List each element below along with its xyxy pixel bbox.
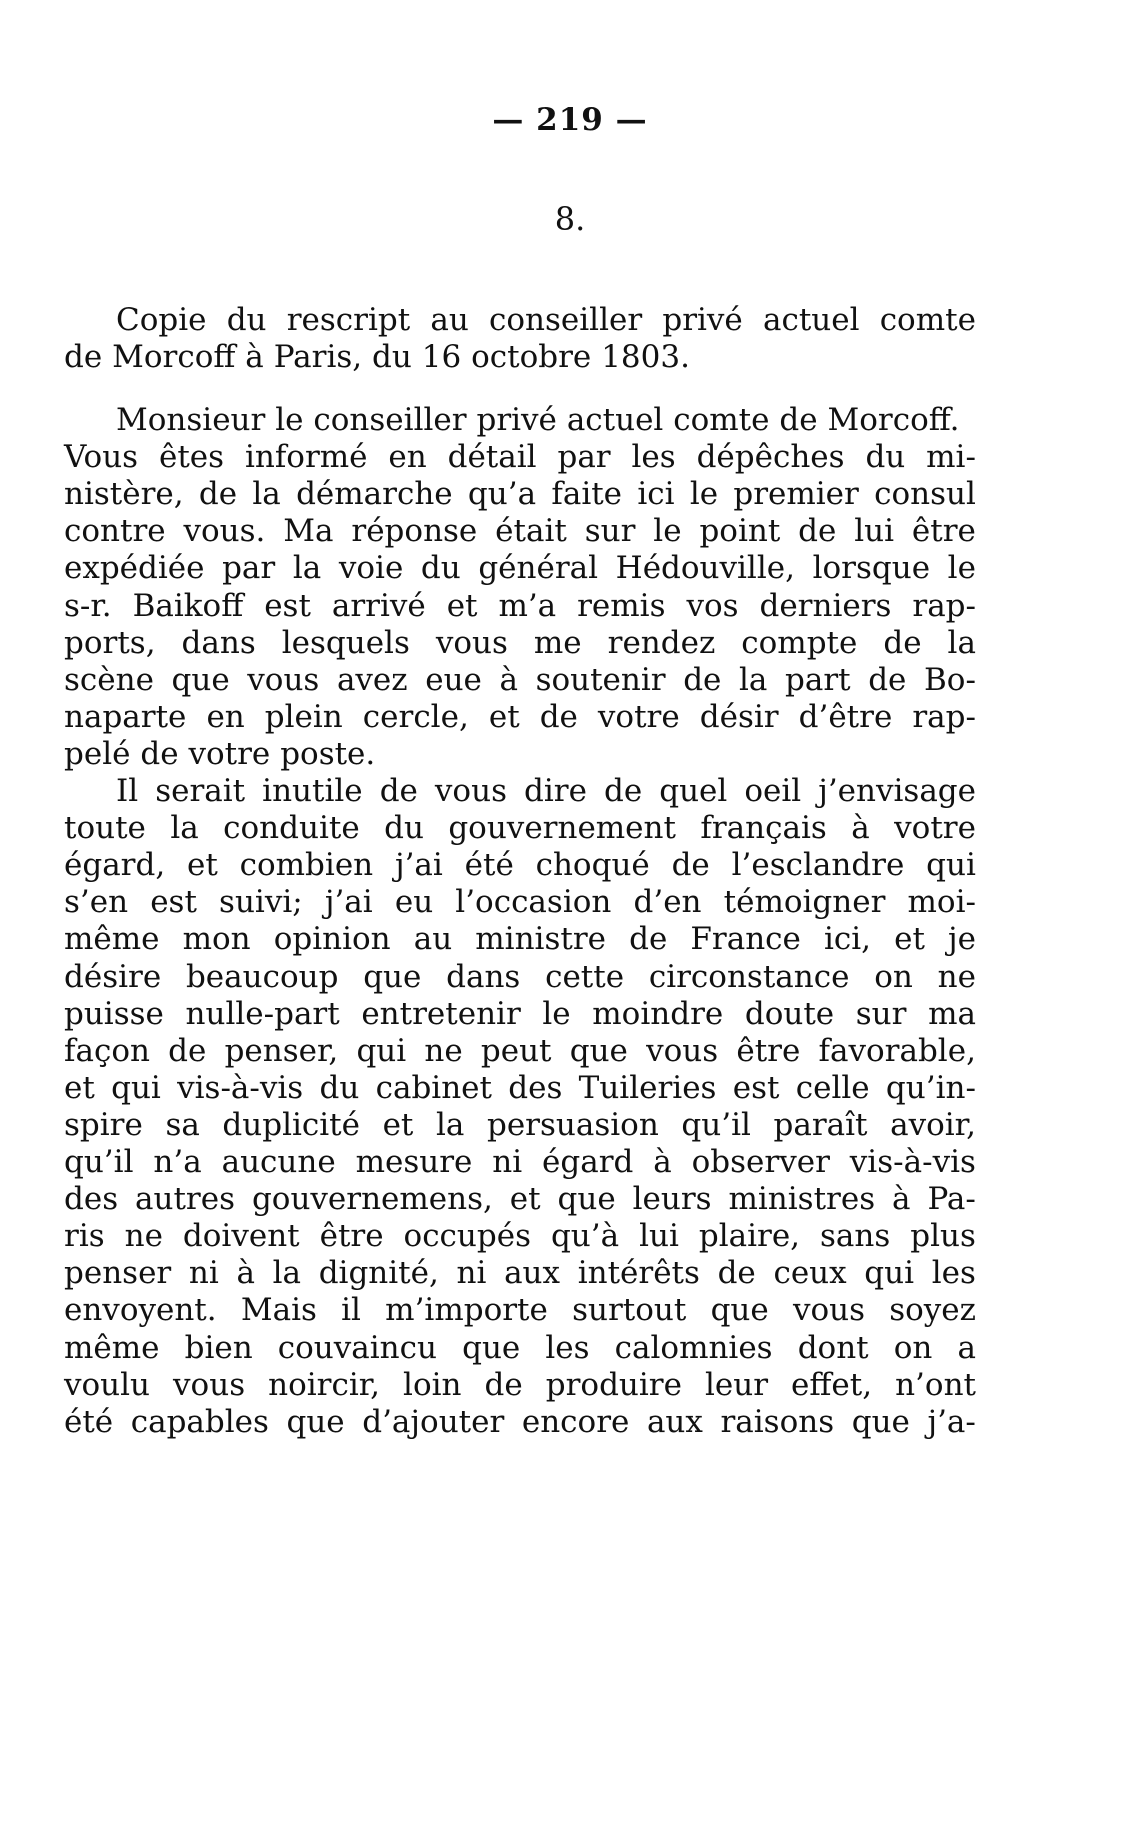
title-line: Copie du rescript au conseiller privé actuel comte <box>116 302 976 338</box>
body-line: ris ne doivent être occupés qu’à lui plaire, sans plus <box>64 1218 976 1254</box>
body-line: nistère, de la démarche qu’a faite ici le premier consul <box>64 476 976 512</box>
body-line: penser ni à la dignité, ni aux intérêts de ceux qui les <box>64 1255 976 1291</box>
body-line: pelé de votre poste. <box>64 736 376 772</box>
body-line: voulu vous noircir, loin de produire leur effet, n’ont <box>64 1367 976 1403</box>
body-line: Il serait inutile de vous dire de quel oeil j’envisage <box>116 773 976 809</box>
body-line: toute la conduite du gouvernement français à votre <box>64 810 976 846</box>
body-line: naparte en plein cercle, et de votre désir d’être rap- <box>64 699 976 735</box>
section-number: 8. <box>554 200 586 238</box>
body-line: puisse nulle-part entretenir le moindre doute sur ma <box>64 996 976 1032</box>
body-line: même mon opinion au ministre de France ici, et je <box>64 921 976 957</box>
body-line: ports, dans lesquels vous me rendez compte de la <box>64 625 976 661</box>
body-line: façon de penser, qui ne peut que vous être favorable, <box>64 1033 976 1069</box>
body-line: spire sa duplicité et la persuasion qu’il paraît avoir, <box>64 1107 976 1143</box>
body-line: des autres gouvernemens, et que leurs ministres à Pa- <box>64 1181 976 1217</box>
body-line: Vous êtes informé en détail par les dépêches du mi- <box>64 439 976 475</box>
body-line: s-r. Baikoff est arrivé et m’a remis vos derniers rap- <box>64 588 976 624</box>
body-line: s’en est suivi; j’ai eu l’occasion d’en témoigner moi- <box>64 884 976 920</box>
body-line: envoyent. Mais il m’importe surtout que vous soyez <box>64 1292 976 1328</box>
body-line: contre vous. Ma réponse était sur le point de lui être <box>64 513 976 549</box>
body-line: égard, et combien j’ai été choqué de l’esclandre qui <box>64 847 976 883</box>
body-line: et qui vis-à-vis du cabinet des Tuileries est celle qu’in- <box>64 1070 976 1106</box>
body-line: été capables que d’ajouter encore aux raisons que j’a- <box>64 1404 976 1440</box>
body-line: Monsieur le conseiller privé actuel comte de Morcoff. <box>116 402 960 438</box>
body-line: même bien couvaincu que les calomnies dont on a <box>64 1330 976 1366</box>
body-line: scène que vous avez eue à soutenir de la part de Bo- <box>64 662 976 698</box>
page-number: — 219 — <box>492 102 648 138</box>
body-line: qu’il n’a aucune mesure ni égard à observer vis-à-vis <box>64 1144 976 1180</box>
title-line: de Morcoff à Paris, du 16 octobre 1803. <box>64 339 690 375</box>
body-line: expédiée par la voie du général Hédouville, lorsque le <box>64 550 976 586</box>
body-line: désire beaucoup que dans cette circonstance on ne <box>64 959 976 995</box>
